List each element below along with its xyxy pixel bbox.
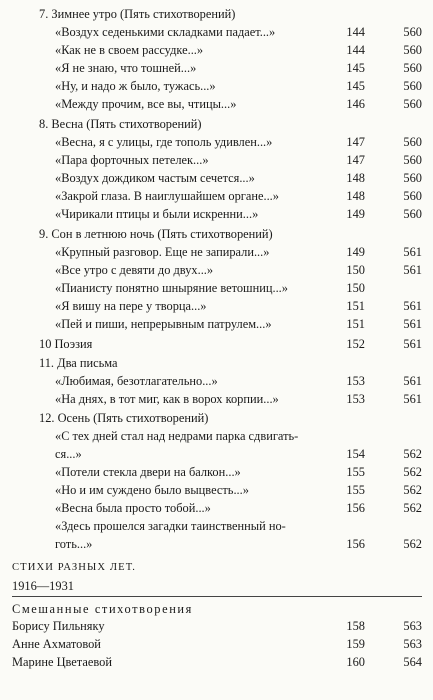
toc-entry-poeziya — [0, 336, 433, 353]
entry-page: 159 — [346, 637, 365, 651]
entry-note-page: 563 — [403, 619, 422, 633]
entry-title: «Все утро с девяти до двух...» — [55, 263, 214, 277]
toc-entry-line — [0, 428, 433, 445]
entry-page: 149 — [346, 207, 365, 221]
entry-title: Борису Пильняку — [12, 619, 105, 633]
subsection-title: Смешанные стихотворения — [12, 602, 193, 616]
toc-entry — [0, 42, 433, 59]
entry-note-page: 561 — [403, 245, 422, 259]
entry-page: 154 — [346, 447, 365, 461]
entry-page: 152 — [346, 337, 365, 351]
entry-title: Анне Ахматовой — [12, 637, 101, 651]
entry-page: 160 — [346, 655, 365, 669]
toc-entry — [0, 446, 433, 463]
entry-page: 151 — [346, 299, 365, 313]
entry-page: 151 — [346, 317, 365, 331]
group-heading-text: 7. Зимнее утро (Пять стихотворений) — [39, 7, 236, 21]
section-divider — [12, 596, 422, 597]
entry-title: «Я вишу на пере у творца...» — [55, 299, 207, 313]
entry-page: 144 — [346, 25, 365, 39]
entry-note-page: 561 — [403, 337, 422, 351]
entry-page: 150 — [346, 281, 365, 295]
entry-page: 145 — [346, 79, 365, 93]
entry-page: 155 — [346, 465, 365, 479]
entry-title: «Пара форточных петелек...» — [55, 153, 209, 167]
entry-note-page: 560 — [403, 171, 422, 185]
entry-title: «Пей и пиши, непрерывным патрулем...» — [55, 317, 272, 331]
entry-page: 156 — [346, 537, 365, 551]
entry-note-page: 560 — [403, 153, 422, 167]
section-years: 1916—1931 — [12, 579, 74, 593]
entry-title-line2: ся...» — [55, 447, 82, 461]
toc-entry — [0, 280, 433, 297]
toc-group-heading — [0, 410, 433, 427]
toc-entry — [0, 262, 433, 279]
entry-page: 155 — [346, 483, 365, 497]
entry-note-page: 562 — [403, 465, 422, 479]
toc-group-heading — [0, 116, 433, 133]
entry-page: 147 — [346, 135, 365, 149]
toc-entry — [0, 536, 433, 553]
group-heading-text: 9. Сон в летнюю ночь (Пять стихотворений) — [39, 227, 273, 241]
entry-note-page: 560 — [403, 79, 422, 93]
entry-title: «Воздух дождиком частым сечется...» — [55, 171, 255, 185]
entry-note-page: 560 — [403, 97, 422, 111]
entry-title: «Между прочим, все вы, чтицы...» — [55, 97, 237, 111]
toc-entry — [0, 78, 433, 95]
entry-page: 153 — [346, 374, 365, 388]
entry-title: «Пианисту понятно шныряние ветошниц...» — [55, 281, 288, 295]
entry-title-line2: готь...» — [55, 537, 93, 551]
toc-entry — [0, 500, 433, 517]
entry-note-page: 561 — [403, 263, 422, 277]
entry-page: 148 — [346, 189, 365, 203]
entry-note-page: 560 — [403, 25, 422, 39]
entry-title: «Потели стекла двери на балкон...» — [55, 465, 241, 479]
entry-page: 153 — [346, 392, 365, 406]
entry-note-page: 560 — [403, 61, 422, 75]
entry-page: 146 — [346, 97, 365, 111]
entry-title: «Ну, и надо ж было, тужась...» — [55, 79, 216, 93]
entry-page: 148 — [346, 171, 365, 185]
toc-group-heading — [0, 355, 433, 372]
entry-note-page: 560 — [403, 207, 422, 221]
toc-entry — [0, 24, 433, 41]
entry-page: 156 — [346, 501, 365, 515]
toc-entry — [0, 373, 433, 390]
entry-note-page: 561 — [403, 317, 422, 331]
entry-title: «Весна, я с улицы, где тополь удивлен...» — [55, 135, 273, 149]
entry-title: «На днях, в тот миг, как в ворох корпии...» — [55, 392, 279, 406]
toc-entry — [0, 636, 433, 653]
entry-page: 145 — [346, 61, 365, 75]
section-title: СТИХИ РАЗНЫХ ЛЕТ. — [12, 562, 136, 573]
toc-entry-line — [0, 518, 433, 535]
toc-entry — [0, 391, 433, 408]
entry-page: 158 — [346, 619, 365, 633]
entry-page: 147 — [346, 153, 365, 167]
entry-title: «Закрой глаза. В наиглушайшем органе...» — [55, 189, 279, 203]
toc-entry — [0, 482, 433, 499]
entry-title: «Крупный разговор. Еще не запирали...» — [55, 245, 270, 259]
toc-entry — [0, 244, 433, 261]
entry-note-page: 562 — [403, 537, 422, 551]
toc-group-heading — [0, 6, 433, 23]
toc-entry — [0, 298, 433, 315]
entry-title: «Любимая, безотлагательно...» — [55, 374, 218, 388]
entry-note-page: 561 — [403, 392, 422, 406]
entry-title: 10 Поэзия — [39, 337, 93, 351]
entry-title: «Воздух седенькими складками падает...» — [55, 25, 276, 39]
entry-note-page: 563 — [403, 637, 422, 651]
toc-entry — [0, 316, 433, 333]
entry-note-page: 562 — [403, 501, 422, 515]
entry-title: «Я не знаю, что тошней...» — [55, 61, 197, 75]
toc-group-heading — [0, 226, 433, 243]
toc-entry — [0, 96, 433, 113]
entry-title: «Как не в своем рассудке...» — [55, 43, 204, 57]
toc-entry — [0, 618, 433, 635]
entry-page: 149 — [346, 245, 365, 259]
entry-title-line1: «Здесь прошелся загадки таинственный но- — [55, 519, 286, 533]
entry-note-page: 560 — [403, 135, 422, 149]
entry-title-line1: «С тех дней стал над недрами парка сдвигать- — [55, 429, 299, 443]
toc-entry — [0, 188, 433, 205]
toc-entry — [0, 134, 433, 151]
entry-page: 150 — [346, 263, 365, 277]
toc-entry — [0, 152, 433, 169]
entry-title: «Чирикали птицы и были искренни...» — [55, 207, 259, 221]
toc-entry — [0, 654, 433, 671]
group-heading-text: 12. Осень (Пять стихотворений) — [39, 411, 209, 425]
toc-entry — [0, 170, 433, 187]
entry-note-page: 561 — [403, 299, 422, 313]
group-heading-text: 8. Весна (Пять стихотворений) — [39, 117, 202, 131]
entry-note-page: 562 — [403, 483, 422, 497]
entry-page: 144 — [346, 43, 365, 57]
entry-note-page: 560 — [403, 189, 422, 203]
entry-title: «Но и им суждено было выцвесть...» — [55, 483, 249, 497]
toc-entry — [0, 464, 433, 481]
entry-note-page: 560 — [403, 43, 422, 57]
toc-entry — [0, 206, 433, 223]
entry-note-page: 564 — [403, 655, 422, 669]
entry-note-page: 562 — [403, 447, 422, 461]
entry-note-page: 561 — [403, 374, 422, 388]
group-heading-text: 11. Два письма — [39, 356, 118, 370]
entry-title: «Весна была просто тобой...» — [55, 501, 211, 515]
entry-title: Марине Цветаевой — [12, 655, 112, 669]
toc-entry — [0, 60, 433, 77]
